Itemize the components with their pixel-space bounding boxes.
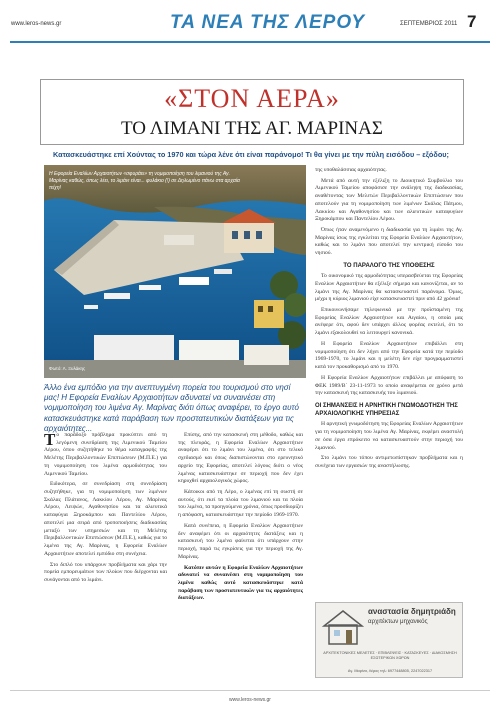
site-url[interactable]: www.leros-news.gr [11, 21, 62, 27]
house-icon [322, 608, 364, 646]
paragraph: Ειδικότερα, σε συνεδρίαση στη συνεδρίαση συζητήθηκε, για τη νομιμοποίηση των λιμένων Σκάλας Πλάτανος, Λακκίου Λέρου, Αγ. Μαρίνας Λέρου, Λειψών, Αγαθονησίου και τα αλιευτικά καταφύγια Ξηροκάμπου και Παντελίου Λέρου, αποτελεί μια σειρά από τροποποιήσεις διαδικασίας μεταξύ των υπηρεσιών και τη Μελέτης Περιβαλλοντικών Επιπτώσεων (Μ.Π.Ε.), καθώς για το λιμένα της Αγ. Μαρίνας, η Εφορεία Εναλίων Αρχαιοτήτων αποτελεί εμπόδιο στη συνέχεια. [44, 481, 167, 557]
paragraph: της υποθαλάσσιας αρχαιότητας. [315, 167, 387, 173]
harbor-illustration [44, 165, 306, 378]
headline-box [40, 79, 464, 145]
paragraph: Στο λιμάνι του τόπου αντιμετωπίστηκαν προβλήματα και η συνέχεια των εργασιών της αναστήλωσης. [315, 455, 463, 470]
paragraph: Η Εφορεία Εναλίων Αρχαιοτήτων επιβάλλει στη νομιμοποίηση ότι δεν λήγει από την Εφορεία κατά την περίοδο 1969-1970, το λιμάνι και η μελέτη δεν είχε προγραμματιστεί κατά τον προκαθορισμό από το 1970. [315, 340, 463, 371]
photo-caption: Η Εφορεία Εναλίων Αρχαιοτήτων «σφυράει» τη νομιμοποίηση του λιμανιού της Αγ. Μαρίνας καθώς, όπως λέει, το λιμάνι είναι... φυλάκιο (!) σε Δηλωμένο πάνω στα αρχαία τείχη! [49, 171, 240, 191]
footer-site-url[interactable]: www.leros-news.gr [229, 697, 271, 703]
article-column-middle [178, 432, 303, 682]
paragraph: Επίσης, από την κατασκευή στη μέθοδο, καθώς και της πλευράς, η Εφορεία Εναλίων Αρχαιοτήτων αναφέρει ότι το λιμάνι του λιμένα, ότι στο τελικό σχεδιασμό και όπως διαπιστώνονται στο ερευνητικό αρχείο της Εφορείας, αποτελεί λόγους διότι ο νέος λιμένας κατασκευάστηκε σε περιοχή που δεν έχει κηρυχθεί αρχαιολογικός χώρος. [178, 432, 303, 485]
paragraph: Η Εφορεία Εναλίων Αρχαιοτήτων επιβάλλει με απόφαση το ΦΕΚ 1989/Β΄ 23-11-1973 το οποίο αναφέρεται σε χρόνο μετά την κατασκευή της κατασκευής του λιμανιού. [315, 374, 463, 397]
page-number: 7 [467, 12, 477, 31]
paragraph: Επικοινωνήσαμε τηλεφωνικά με την προϊσταμένη της Εφορείας Εναλίων Αρχαιοτήτων και Αιγαίου, η οποία μας ανέφερε ότι, αφού δεν υπάρχει άλλος φορέας εκτελεί, ότι το λιμάνι εξακολουθεί να λειτουργεί κανονικά. [315, 307, 463, 337]
paragraph: ο παράδοξο πρόβλημα προκύπτει από τη λεγόμενη συνεδρίαση της Λιμενικού Ταμείου Λέρου, όπου συζητήθηκε το θέμα καταγραφής της Μελέτης Περιβαλλοντικών Επιπτώσεων (Μ.Π.Ε.) για τη νομιμοποίηση του λιμένα αρμοδιότητας του Λιμενικού Ταμείου. [44, 432, 167, 477]
ad-name: αναστασία δημητριάδη [368, 607, 456, 616]
header-divider [10, 41, 490, 43]
article-subtitle: ΤΟ ΛΙΜΑΝΙ ΤΗΣ ΑΓ. ΜΑΡΙΝΑΣ [121, 118, 383, 139]
paragraph: Όπως ήταν αναμενόμενο η διαδικασία για τη λιμάνι της Αγ. Μαρίνας ίσως της εγκλείται της Εφορεία Εναλίων Αρχαιοτήτων, καθώς και το λιμάνι που αποτελεί την κεντρική είσοδο του νησιού. [315, 227, 463, 257]
paragraph: Στο διπλό του υπάρχουν προβλήματα και χάρι την πορεία εμπορευμάτων των πλοίων που διέρχονται και συνάγονται από το λιμάνι. [44, 561, 167, 583]
paragraph: Το οικονομικό της αρμοδιότητας υπερασβεύεται της Εφορείας Εναλίων Αρχαιοτήτων θα εξέλιξε σήμερα και κανονίζεται, αν το λιμάνι της Αγ. Μαρίνας θα κατασκευαστεί παράνομα. Όμως, μέχρι η κύριος λιμανιού είχε κατασκευαστεί πριν από 42 χρόνια! [315, 273, 463, 303]
paragraph-emphasis: Κατόπιν αυτών η Εφορεία Εναλίων Αρχαιοτήτων αδυνατεί να συναινέσει στη νομιμοποίηση του λιμένα καθώς αυτό κατασκευάστηκε κατά παράβαση των προστατευτικών για τις αρχαιότητες διατάξεων. [178, 564, 303, 602]
issue-date: ΣΕΠΤΕΜΒΡΙΟΣ 2011 [400, 21, 458, 27]
paragraph: Κάτοικοι από τη Λέρο, ο λιμένας επί τη σωστή σε αυτούς, ότι εκεί τα πλοία του λιμανιού και τα πλοία του λιμένα, τα προηγούμενα χρόνια, όπως προσδιορίζει η απόφαση, κατασκευάστηκε την περίοδο 1969-1970. [178, 489, 303, 519]
article-title: «ΣΤΟΝ ΑΕΡΑ» [164, 84, 340, 113]
footer-divider [10, 690, 490, 691]
architect-advertisement[interactable] [315, 602, 463, 678]
paragraph: Κατά συνέπεια, η Εφορεία Εναλίων Αρχαιοτήτων δεν αναφέρει ότι οι αρχαιότητες διατάξεις και η κατασκευή του λιμένα φαίνεται ότι υπάρχουν στην περιοχή, παρά τις εγκρίσεις για την περιοχή της Αγ. Μαρίνας. [178, 522, 303, 560]
ad-slogan: αρχιτέκτων μηχανικός [368, 618, 428, 625]
section-heading: ΤΟ ΠΑΡΑΛΟΓΟ ΤΗΣ ΥΠΟΘΕΣΗΣ [343, 262, 435, 269]
dropcap: Τ [44, 432, 56, 449]
section-title: ΤΑ ΝΕΑ ΤΗΣ ΛΕΡΟΥ [170, 12, 366, 33]
article-lead: Άλλο ένα εμπόδιο για την ανεπτυγμένη πορεία του τουρισμού στο νησί μας! Η Εφορεία Εναλίων Αρχαιοτήτων αδυνατεί να συναινέσει στη νομιμοποίηση του λιμένα Αγ. Μαρίνας διότι όπως αναφέρει, το έργο αυτό κατασκευάστηκε κατά παράβαση των προστατευτικών διατάξεων για τις αρχαιότητες... [44, 383, 299, 433]
ad-contact: Αγ. Μαρίνα, Λέρος τηλ: 6977448805, 2247022317 [347, 669, 433, 673]
photo-credit: Φωτό: Λ. Ξυλάκης [49, 366, 86, 371]
article-column-left [44, 432, 167, 682]
paragraph: Μετά από αυτή την εξέλιξη το Διοικητικό Συμβούλιο του Λιμενικού Ταμείου αποφάσισε την ανάληψη της διαδικασίας, αναθέτοντας των Μελετών Περιβαλλοντικών Επιπτώσεων που αποτελούν για τη νομιμοποίηση των λιμένων Σκάλας Πάτμου, Λακκίου και Αγαθονησίου και των αλιευτικών καταφυγίων Ξηροκάμπου και Παντελίου Λέρου. [315, 177, 463, 223]
paragraph: Η αρνητική γνωμοδότηση της Εφορείας Εναλίων Αρχαιοτήτων για τη νομιμοποίηση του λιμένα Αγ. Μαρίνας, εκφέρει αναστολή σε όσα έργα επρόκειτο να κατασκευαστούν στην περιοχή του λιμανιού. [315, 421, 463, 451]
harbor-photo [44, 165, 306, 378]
article-deck: Κατασκευάστηκε επί Χούντας το 1970 και τώρα λένε ότι είναι παράνομο! Τι θα γίνει με την πύλη εισόδου – εξόδου; [53, 150, 449, 159]
section-heading: ΟΙ ΣΗΜΑΝΣΕΙΣ Η ΑΡΝΗΤΙΚΗ ΓΝΩΜΟΔΟΤΗΣΗ ΤΗΣ ΑΡΧΑΙΟΛΟΓΙΚΗΣ ΥΠΗΡΕΣΙΑΣ [315, 402, 458, 418]
ad-services: ΑΡΧΙΤΕΚΤΟΝΙΚΕΣ ΜΕΛΕΤΕΣ · ΕΠΙΒΛΕΨΕΙΣ · ΚΑΤΑΣΚΕΥΕΣ · ΔΙΑΚΟΣΜΗΣΗ ΕΣΩΤΕΡΙΚΩΝ ΧΩΡΩΝ [323, 651, 457, 660]
